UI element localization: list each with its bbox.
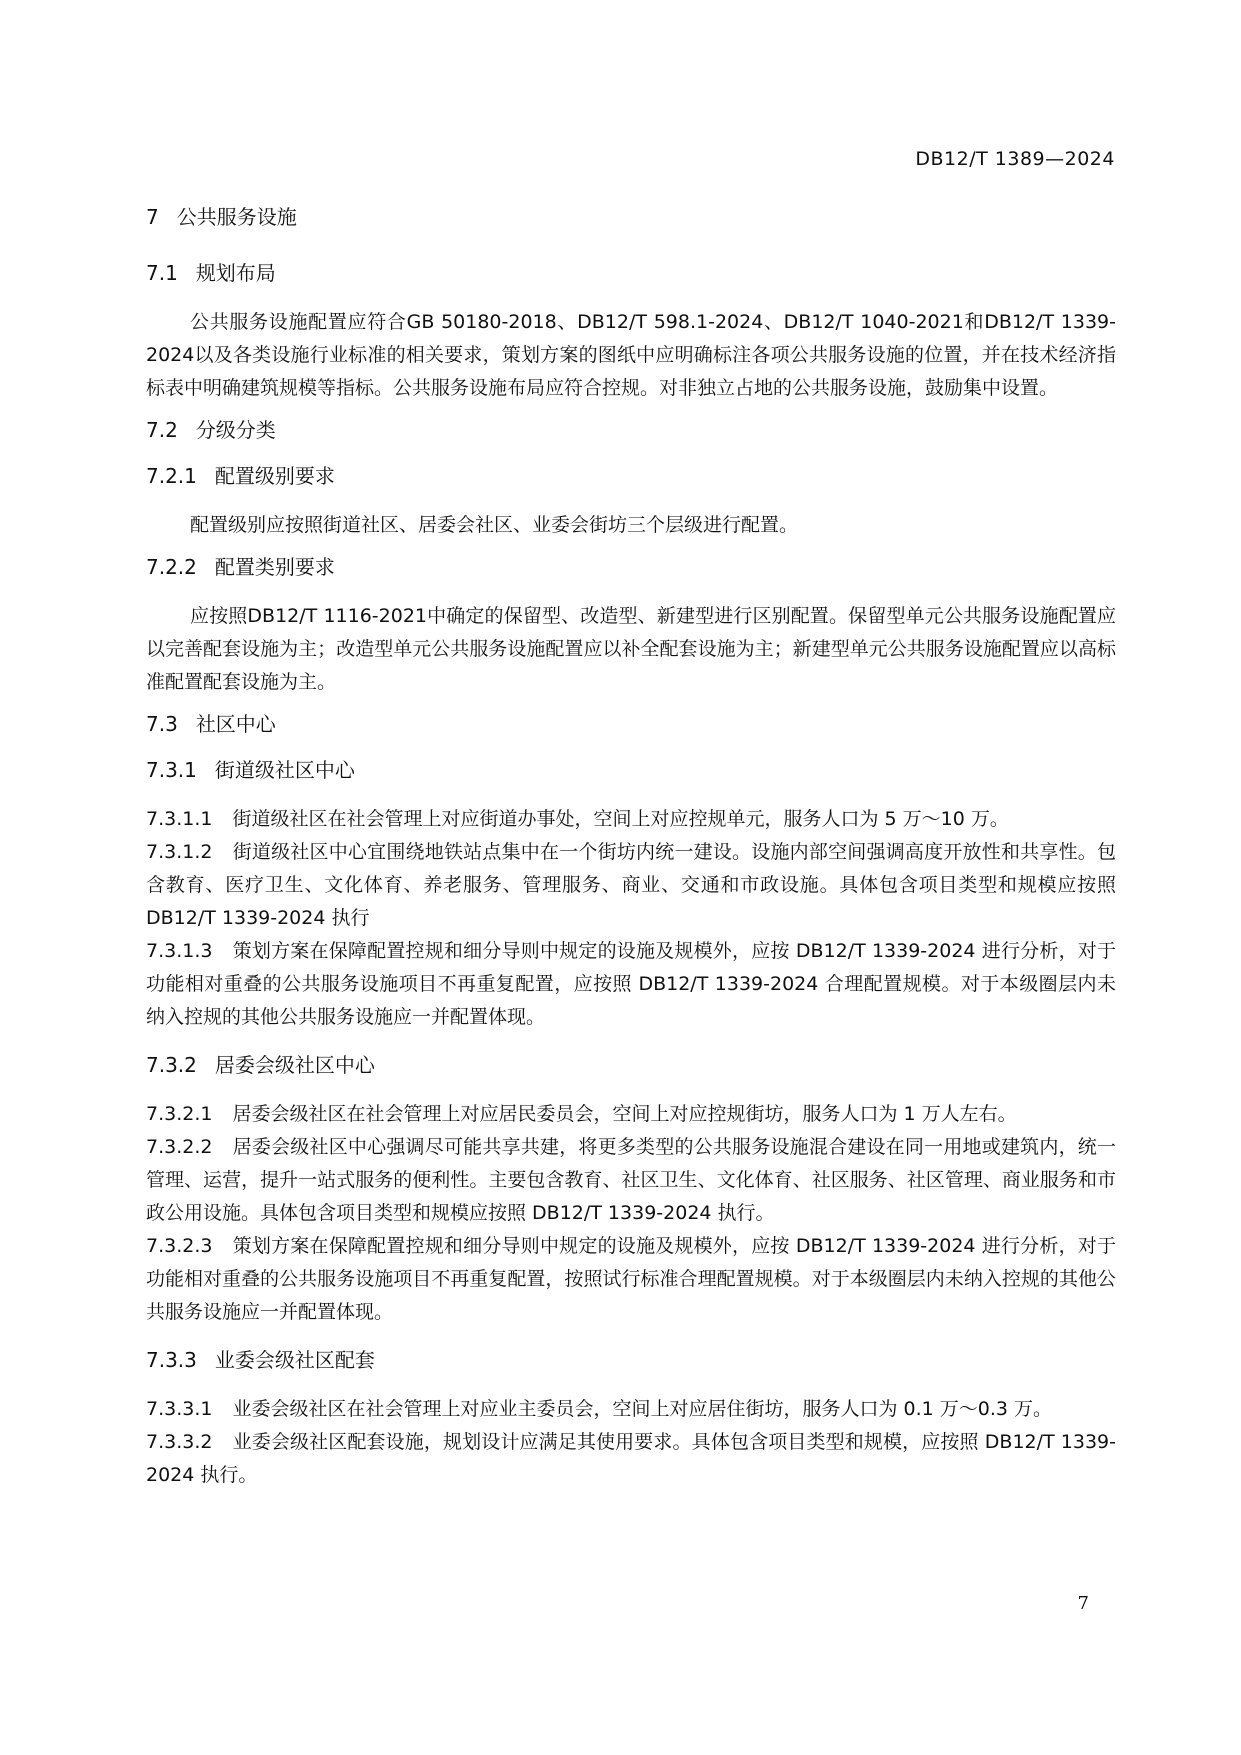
section-title: 街道级社区中心 — [214, 758, 355, 782]
clause-text: 街道级社区在社会管理上对应街道办事处，空间上对应控规单元，服务人口为 5 万～10 万。 — [232, 808, 1009, 830]
section-7-3-1-heading — [146, 757, 1116, 783]
section-7-3-3-clauses — [146, 1393, 1116, 1492]
section-title: 社区中心 — [195, 712, 276, 736]
section-title: 业委会级社区配套 — [214, 1348, 375, 1372]
section-number: 7.3.1 — [146, 758, 197, 782]
clause-number: 7.3.3.1 — [146, 1398, 213, 1420]
clause-7-3-2-3 — [146, 1230, 1116, 1329]
clause-text: 业委会级社区在社会管理上对应业主委员会，空间上对应居住街坊，服务人口为 0.1 万～0.3 万。 — [232, 1398, 1053, 1420]
section-7-2-heading — [146, 417, 1116, 443]
clause-text: 街道级社区中心宜围绕地铁站点集中在一个街坊内统一建设。设施内部空间强调高度开放性和共享性。包含教育、医疗卫生、文化体育、养老服务、管理服务、商业、交通和市政设施。具体包含项目类型和规模应按照 DB12/T 1339-2024 执行 — [146, 841, 1116, 929]
section-number: 7.2 — [146, 418, 178, 442]
section-number: 7.1 — [146, 261, 178, 285]
section-number: 7 — [146, 205, 159, 229]
section-title: 分级分类 — [195, 418, 276, 442]
clause-number: 7.3.2.2 — [146, 1136, 213, 1158]
page-number: 7 — [1077, 1593, 1089, 1614]
section-7-3-heading — [146, 711, 1116, 737]
clause-text: 策划方案在保障配置控规和细分导则中规定的设施及规模外，应按 DB12/T 1339-2024 进行分析，对于功能相对重叠的公共服务设施项目不再重复配置，应按照 DB12/T 1339-2024 合理配置规模。对于本级圈层内未纳入控规的其他公共服务设施应一并配置体现。 — [146, 940, 1116, 1028]
section-7-heading — [146, 204, 1116, 230]
clause-7-3-3-1 — [146, 1393, 1116, 1426]
clause-number: 7.3.3.2 — [146, 1431, 213, 1453]
clause-text: 居委会级社区中心强调尽可能共享共建，将更多类型的公共服务设施混合建设在同一用地或建筑内，统一管理、运营，提升一站式服务的便利性。主要包含教育、社区卫生、文化体育、社区服务、社区管理、商业服务和市政公用设施。具体包含项目类型和规模应按照 DB12/T 1339-2024 执行。 — [146, 1136, 1116, 1224]
section-number: 7.2.1 — [146, 464, 197, 488]
section-number: 7.3.2 — [146, 1053, 197, 1077]
section-title: 配置类别要求 — [214, 555, 335, 579]
section-7-3-1-clauses — [146, 803, 1116, 1034]
clause-number: 7.3.2.3 — [146, 1235, 213, 1257]
section-7-3-3-heading — [146, 1347, 1116, 1373]
section-number: 7.3.3 — [146, 1348, 197, 1372]
section-7-1-heading — [146, 260, 1116, 286]
section-7-2-1-heading — [146, 463, 1116, 489]
clause-7-3-1-2 — [146, 836, 1116, 935]
clause-7-3-1-3 — [146, 935, 1116, 1034]
section-7-3-2-heading — [146, 1052, 1116, 1078]
clause-number: 7.3.1.2 — [146, 841, 213, 863]
section-7-1-paragraph: 公共服务设施配置应符合GB 50180-2018、DB12/T 598.1-2024、DB12/T 1040-2021和DB12/T 1339-2024以及各类设施行业标准的相关要求，策划方案的图纸中应明确标注各项公共服务设施的位置，并在技术经济指标表中明确建筑规模等指标。公共服务设施布局应符合控规。对非独立占地的公共服务设施，鼓励集中设置。 — [146, 311, 1116, 399]
clause-text: 策划方案在保障配置控规和细分导则中规定的设施及规模外，应按 DB12/T 1339-2024 进行分析，对于功能相对重叠的公共服务设施项目不再重复配置，按照试行标准合理配置规模。对于本级圈层内未纳入控规的其他公共服务设施应一并配置体现。 — [146, 1235, 1116, 1323]
clause-7-3-2-1 — [146, 1098, 1116, 1131]
document-code: DB12/T 1389—2024 — [915, 148, 1115, 170]
section-title: 规划布局 — [195, 261, 276, 285]
section-number: 7.3 — [146, 712, 178, 736]
section-number: 7.2.2 — [146, 555, 197, 579]
clause-number: 7.3.1.3 — [146, 940, 213, 962]
clause-7-3-1-1 — [146, 803, 1116, 836]
clause-number: 7.3.2.1 — [146, 1103, 213, 1125]
section-title: 公共服务设施 — [176, 205, 297, 229]
section-7-2-1-paragraph: 配置级别应按照街道社区、居委会社区、业委会街坊三个层级进行配置。 — [190, 514, 799, 536]
section-7-2-2-heading — [146, 554, 1116, 580]
section-7-3-2-clauses — [146, 1098, 1116, 1329]
section-title: 居委会级社区中心 — [214, 1053, 375, 1077]
clause-7-3-2-2 — [146, 1131, 1116, 1230]
clause-number: 7.3.1.1 — [146, 808, 213, 830]
clause-7-3-3-2 — [146, 1426, 1116, 1492]
clause-text: 居委会级社区在社会管理上对应居民委员会，空间上对应控规街坊，服务人口为 1 万人左右。 — [232, 1103, 1017, 1125]
clause-text: 业委会级社区配套设施，规划设计应满足其使用要求。具体包含项目类型和规模，应按照 DB12/T 1339-2024 执行。 — [146, 1431, 1116, 1486]
section-title: 配置级别要求 — [214, 464, 335, 488]
section-7-2-2-paragraph: 应按照DB12/T 1116-2021中确定的保留型、改造型、新建型进行区别配置。保留型单元公共服务设施配置应以完善配套设施为主；改造型单元公共服务设施配置应以补全配套设施为主；新建型单元公共服务设施配置应以高标准配置配套设施为主。 — [146, 605, 1116, 693]
document-body — [146, 204, 1116, 1510]
